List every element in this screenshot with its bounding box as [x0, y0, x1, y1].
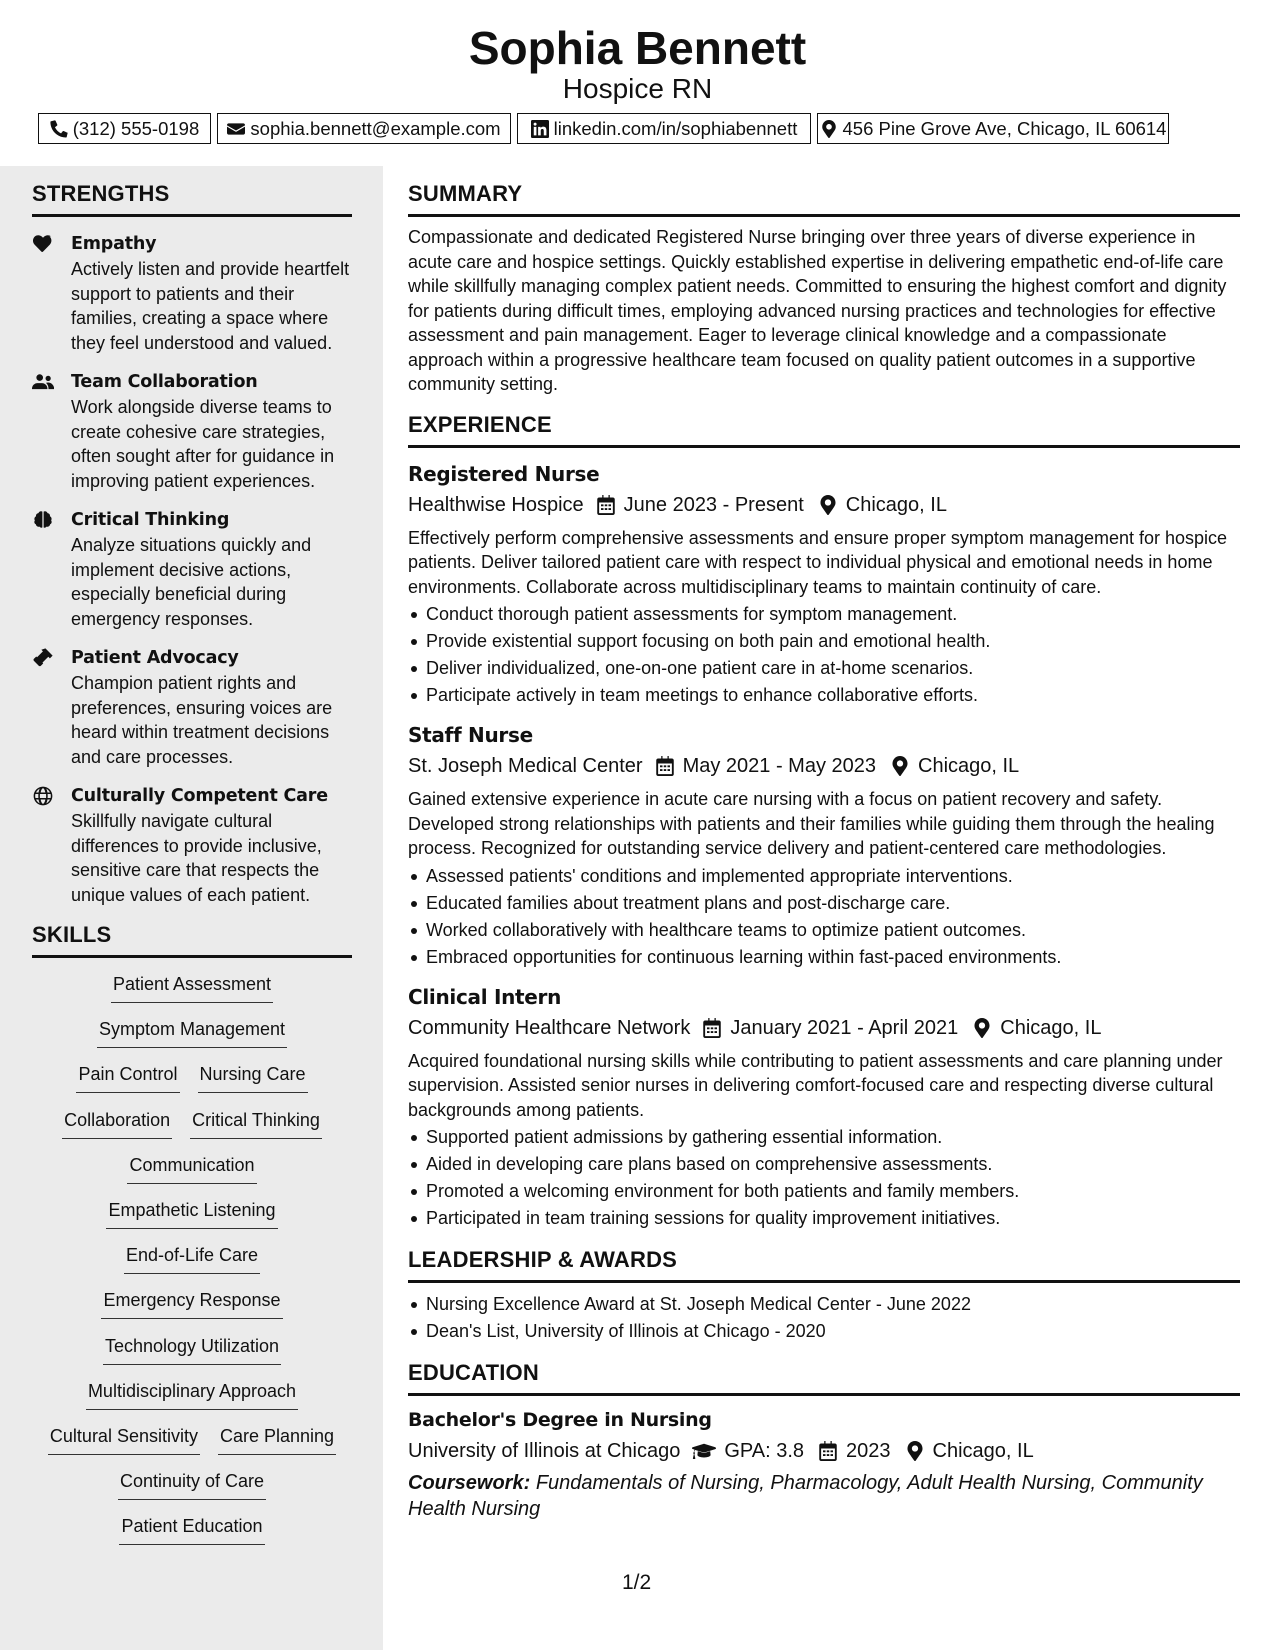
- job-bullets: [408, 601, 1240, 709]
- calendar-icon: [655, 756, 675, 776]
- list-item: Dean's List, University of Illinois at Chicago - 2020: [408, 1318, 1240, 1345]
- job-entry: [408, 983, 1240, 1233]
- calendar-icon: [596, 495, 616, 515]
- page-number: 1/2: [622, 1571, 652, 1594]
- coursework-list: Fundamentals of Nursing, Pharmacology, Adult Health Nursing, Community Health Nursing: [408, 1472, 1203, 1520]
- strength-title: Patient Advocacy: [71, 648, 239, 668]
- contact-phone[interactable]: [38, 113, 211, 144]
- graduation-year: 2023: [846, 1440, 891, 1462]
- strength-title: Critical Thinking: [71, 510, 230, 530]
- contact-address-text: 456 Pine Grove Ave, Chicago, IL 60614: [842, 117, 1167, 139]
- contact-email-text: sophia.bennett@example.com: [250, 117, 501, 139]
- job-entry: [408, 721, 1240, 971]
- awards-heading: LEADERSHIP & AWARDS: [408, 1246, 1240, 1283]
- job-dates: May 2021 - May 2023: [682, 755, 876, 777]
- job-description: Effectively perform comprehensive assessments and ensure proper symptom management for hospice patients. Deliver tailored patient care with respect to individual physical and emotional needs in home environments. Collaborate across multidisciplinary teams to maintain continuity of care.: [408, 527, 1228, 597]
- skill-tag: Pain Control: [76, 1062, 179, 1093]
- job-bullets: [408, 1124, 1240, 1232]
- candidate-name: Sophia Bennett: [468, 22, 807, 74]
- list-item: Aided in developing care plans based on comprehensive assessments.: [408, 1151, 1240, 1178]
- skill-tag: Continuity of Care: [118, 1469, 266, 1500]
- strength-desc: Actively listen and provide heartfelt support to patients and their families, creating a space where they feel understood and valued.: [71, 259, 350, 353]
- skill-tag: Cultural Sensitivity: [48, 1424, 200, 1455]
- strength-desc: Skillfully navigate cultural differences to provide inclusive, sensitive care that respects the unique values of each patient.: [71, 811, 322, 905]
- skill-tag: Multidisciplinary Approach: [86, 1379, 298, 1410]
- strength-item: [32, 783, 352, 907]
- calendar-icon: [702, 1018, 722, 1038]
- brain-icon: [32, 510, 56, 530]
- contact-phone-text: (312) 555-0198: [72, 117, 200, 139]
- contact-address: [817, 113, 1169, 144]
- school-location: Chicago, IL: [932, 1440, 1034, 1462]
- skill-tag: Communication: [127, 1153, 256, 1184]
- list-item: Supported patient admissions by gathering essential information.: [408, 1124, 1240, 1151]
- job-dates: June 2023 - Present: [623, 493, 804, 516]
- job-location: Chicago, IL: [845, 493, 947, 516]
- experience-heading: EXPERIENCE: [408, 411, 1240, 448]
- degree-title: Bachelor's Degree in Nursing: [408, 1409, 712, 1431]
- coursework: [408, 1470, 1240, 1522]
- envelope-icon: [227, 120, 245, 138]
- job-org: Community Healthcare Network: [408, 1016, 691, 1039]
- summary-text: Compassionate and dedicated Registered Nurse bringing over three years of diverse experience in acute care and hospice settings. Quickly established expertise in delivering empathetic end-of-life care while skillfully managing complex patient needs. Committed to ensuring the highest comfort and dignity for patients during difficult times, employing advanced nursing practices and technologies for effective assessment and pain management. Eager to leverage clinical knowledge and a compassionate approach within a progressive healthcare team focused on quality patient outcomes in a supportive community setting.: [408, 227, 1227, 394]
- skill-tag: Care Planning: [218, 1424, 336, 1455]
- list-item: Assessed patients' conditions and implemented appropriate interventions.: [408, 863, 1240, 890]
- strength-item: [32, 369, 352, 493]
- list-item: Conduct thorough patient assessments for symptom management.: [408, 601, 1240, 628]
- education-heading: EDUCATION: [408, 1359, 1240, 1396]
- job-location: Chicago, IL: [1000, 1016, 1102, 1039]
- linkedin-icon: [531, 120, 549, 138]
- strength-item: [32, 231, 352, 355]
- strength-title: Empathy: [71, 234, 157, 254]
- strength-item: [32, 645, 352, 769]
- users-icon: [32, 372, 56, 392]
- skills-heading: SKILLS: [32, 921, 352, 958]
- map-pin-icon: [820, 120, 838, 138]
- map-pin-icon: [890, 756, 910, 776]
- list-item: Provide existential support focusing on both pain and emotional health.: [408, 628, 1240, 655]
- contact-bar: [38, 113, 1238, 145]
- strength-desc: Analyze situations quickly and implement decisive actions, especially beneficial during emergency responses.: [71, 535, 312, 629]
- sidebar: [0, 166, 383, 1650]
- job-meta: [408, 751, 1240, 781]
- list-item: Deliver individualized, one-on-one patient care in at-home scenarios.: [408, 655, 1240, 682]
- list-item: Educated families about treatment plans and post-discharge care.: [408, 890, 1240, 917]
- strength-desc: Champion patient rights and preferences, ensuring voices are heard within treatment decisions and care processes.: [71, 673, 333, 767]
- skill-tag: Symptom Management: [97, 1017, 287, 1048]
- strength-title: Culturally Competent Care: [71, 786, 328, 806]
- phone-icon: [50, 120, 68, 138]
- heart-icon: [32, 234, 56, 254]
- list-item: Promoted a welcoming environment for both patients and family members.: [408, 1178, 1240, 1205]
- summary-heading: SUMMARY: [408, 180, 1240, 217]
- skill-tag: Patient Assessment: [111, 972, 273, 1003]
- job-description: Acquired foundational nursing skills while contributing to patient assessments and care planning under supervision. Assisted senior nurses in delivering comfort-focused care and respecting diverse cultural backgrounds among patients.: [408, 1050, 1223, 1120]
- skill-tag: Patient Education: [119, 1514, 264, 1545]
- strength-desc: Work alongside diverse teams to create cohesive care strategies, often sought after for guidance in improving patient experiences.: [71, 397, 335, 491]
- skill-tag: Critical Thinking: [190, 1108, 322, 1139]
- job-title: Registered Nurse: [408, 461, 600, 486]
- job-title: Staff Nurse: [408, 723, 533, 747]
- gpa: GPA: 3.8: [724, 1440, 805, 1462]
- education-meta: [408, 1436, 1240, 1466]
- list-item: Participate actively in team meetings to enhance collaborative efforts.: [408, 682, 1240, 709]
- job-description: Gained extensive experience in acute care nursing with a focus on patient recovery and safety. Developed strong relationships with patients and their families while guiding them through the healing process. Recognized for outstanding service delivery and patient-centered care methodologies.: [408, 789, 1215, 858]
- globe-icon: [32, 786, 56, 806]
- skill-tag: Technology Utilization: [103, 1334, 281, 1365]
- map-pin-icon: [818, 495, 838, 515]
- map-pin-icon: [972, 1018, 992, 1038]
- strengths-heading: STRENGTHS: [32, 180, 352, 217]
- job-dates: January 2021 - April 2021: [730, 1016, 959, 1039]
- map-pin-icon: [905, 1441, 925, 1461]
- list-item: Participated in team training sessions for quality improvement initiatives.: [408, 1205, 1240, 1232]
- awards-list: [408, 1291, 1240, 1345]
- skills-list: [32, 972, 352, 1559]
- list-item: Embraced opportunities for continuous learning within fast-paced environments.: [408, 944, 1240, 971]
- job-title: Clinical Intern: [408, 984, 562, 1009]
- skill-tag: End-of-Life Care: [124, 1243, 260, 1274]
- job-org: St. Joseph Medical Center: [408, 755, 643, 777]
- job-bullets: [408, 863, 1240, 971]
- job-meta: [408, 490, 1240, 520]
- job-meta: [408, 1013, 1240, 1043]
- main-column: [408, 180, 1240, 1522]
- job-location: Chicago, IL: [918, 755, 1020, 777]
- skill-tag: Collaboration: [62, 1108, 172, 1139]
- graduation-cap-icon: [692, 1441, 716, 1461]
- contact-linkedin-text: linkedin.com/in/sophiabennett: [553, 117, 798, 139]
- skill-tag: Nursing Care: [198, 1062, 308, 1093]
- contact-linkedin[interactable]: [517, 113, 811, 144]
- school-name: University of Illinois at Chicago: [408, 1440, 681, 1462]
- job-org: Healthwise Hospice: [408, 493, 584, 516]
- strength-title: Team Collaboration: [71, 372, 258, 392]
- contact-email[interactable]: [217, 113, 511, 144]
- candidate-title: Hospice RN: [562, 73, 713, 104]
- skill-tag: Emergency Response: [101, 1288, 282, 1319]
- strengths-list: [32, 231, 352, 907]
- list-item: Worked collaboratively with healthcare teams to optimize patient outcomes.: [408, 917, 1240, 944]
- skill-tag: Empathetic Listening: [106, 1198, 277, 1229]
- calendar-icon: [818, 1441, 838, 1461]
- job-entry: [408, 460, 1240, 710]
- coursework-label: Coursework:: [408, 1472, 531, 1494]
- gavel-icon: [32, 648, 56, 668]
- strength-item: [32, 507, 352, 631]
- list-item: Nursing Excellence Award at St. Joseph Medical Center - June 2022: [408, 1291, 1240, 1318]
